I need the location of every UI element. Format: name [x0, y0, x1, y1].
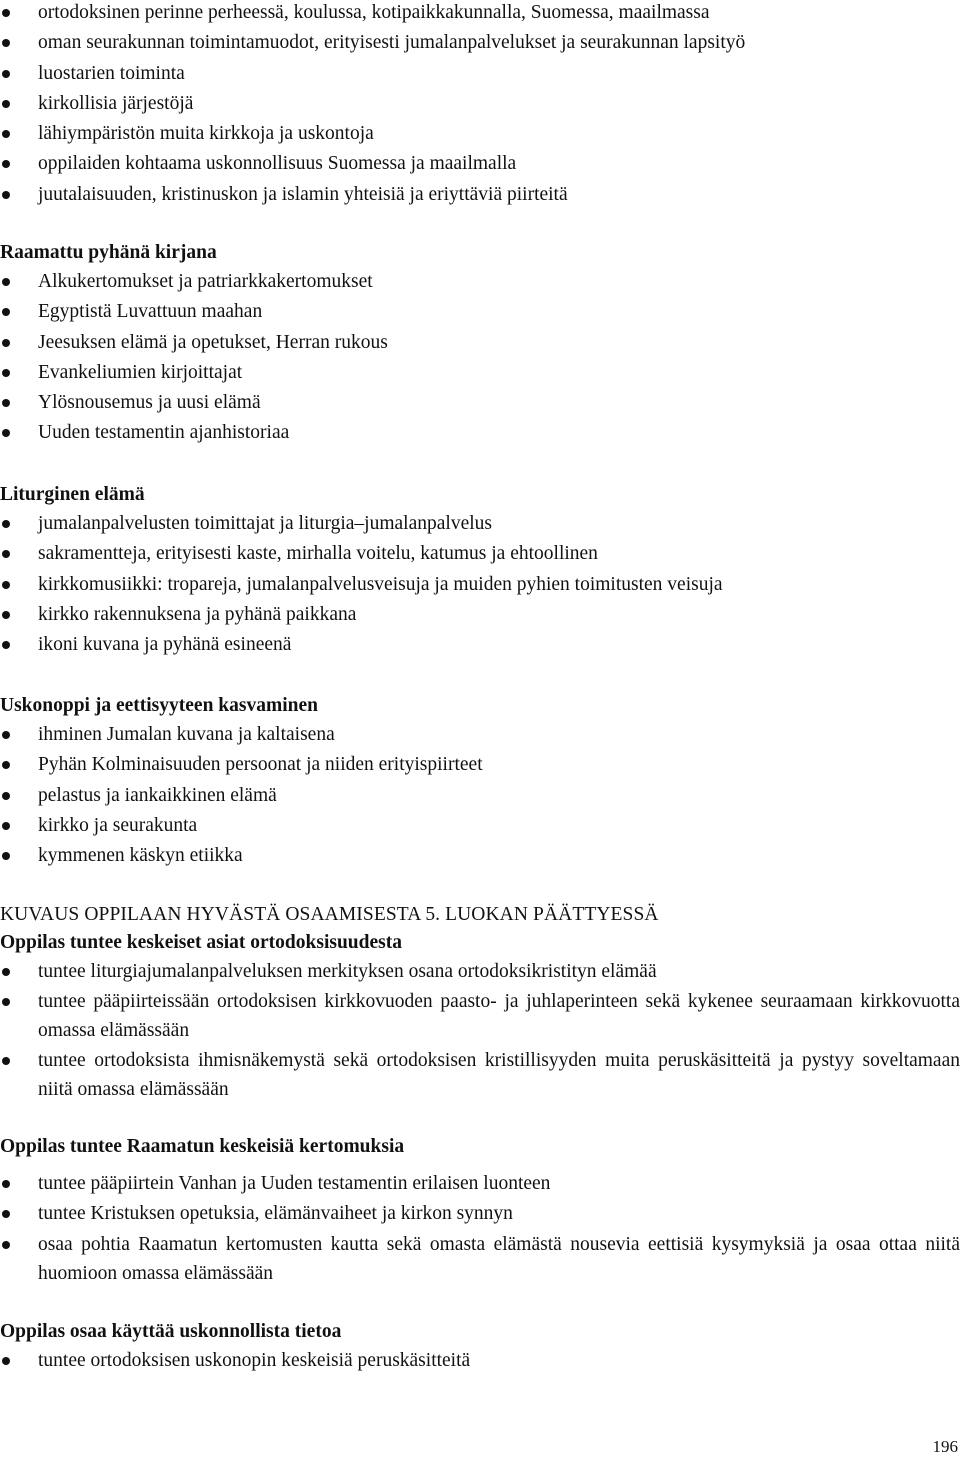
bullet-icon — [2, 1241, 10, 1249]
list-item: lähiympäristön muita kirkkoja ja uskontoja — [0, 119, 960, 149]
bullet-icon — [2, 70, 10, 78]
list-item: tuntee liturgiajumalanpalveluksen merkityksen osana ortodoksikristityn elämää — [0, 957, 960, 987]
liturginen-section — [0, 481, 960, 660]
bullet-icon — [2, 1357, 10, 1365]
liturginen-list — [0, 509, 960, 660]
list-item: jumalanpalvelusten toimittajat ja liturgia–jumalanpalvelus — [0, 509, 960, 539]
list-item: tuntee ortodoksista ihmisnäkemystä sekä ortodoksisen kristillisyyden muita peruskäsitteitä ja pystyy soveltamaan niitä omassa elämässään — [0, 1046, 960, 1105]
bullet-icon — [2, 100, 10, 108]
list-item: kirkkomusiikki: tropareja, jumalanpalvelusveisuja ja muiden pyhien toimitusten veisuja — [0, 570, 960, 600]
list-item: Alkukertomukset ja patriarkkakertomukset — [0, 267, 960, 297]
bullet-icon — [2, 641, 10, 649]
section-heading: Liturginen elämä — [0, 484, 145, 505]
bullet-icon — [2, 550, 10, 558]
tieto-section — [0, 1318, 960, 1376]
list-item: kirkollisia järjestöjä — [0, 89, 960, 119]
list-item: luostarien toiminta — [0, 59, 960, 89]
section-heading: Raamattu pyhänä kirjana — [0, 242, 217, 263]
bullet-icon — [2, 130, 10, 138]
kertomukset-list — [0, 1169, 960, 1289]
list-item: ikoni kuvana ja pyhänä esineenä — [0, 630, 960, 660]
list-item: Pyhän Kolminaisuuden persoonat ja niiden erityispiirteet — [0, 750, 960, 780]
list-item: Egyptistä Luvattuun maahan — [0, 297, 960, 327]
bullet-icon — [2, 968, 10, 976]
list-item: sakramentteja, erityisesti kaste, mirhalla voitelu, katumus ja ehtoollinen — [0, 539, 960, 569]
tieto-list — [0, 1346, 960, 1376]
section-heading: Uskonoppi ja eettisyyteen kasvaminen — [0, 695, 318, 716]
kertomukset-section — [0, 1133, 960, 1289]
list-item: kymmenen käskyn etiikka — [0, 841, 960, 871]
list-item: oppilaiden kohtaama uskonnollisuus Suomessa ja maailmalla — [0, 149, 960, 179]
bullet-icon — [2, 278, 10, 286]
bullet-icon — [2, 191, 10, 199]
bullet-icon — [2, 9, 10, 17]
list-item: ihminen Jumalan kuvana ja kaltaisena — [0, 720, 960, 750]
bullet-icon — [2, 581, 10, 589]
top-list-section — [0, 0, 960, 210]
list-item: Evankeliumien kirjoittajat — [0, 358, 960, 388]
page-number: 196 — [932, 1437, 958, 1456]
list-item: pelastus ja iankaikkinen elämä — [0, 781, 960, 811]
list-item: tuntee Kristuksen opetuksia, elämänvaiheet ja kirkon synnyn — [0, 1199, 960, 1229]
list-item: ortodoksinen perinne perheessä, koulussa, kotipaikkakunnalla, Suomessa, maailmassa — [0, 0, 960, 28]
list-item: tuntee pääpiirteissään ortodoksisen kirkkovuoden paasto- ja juhlaperinteen sekä kykenee seuraamaan kirkkovuotta omassa elämässään — [0, 987, 960, 1046]
list-item: tuntee ortodoksisen uskonopin keskeisiä peruskäsitteitä — [0, 1346, 960, 1376]
list-item: Ylösnousemus ja uusi elämä — [0, 388, 960, 418]
bullet-icon — [2, 998, 10, 1006]
bullet-icon — [2, 1057, 10, 1065]
raamattu-list — [0, 267, 960, 449]
list-item: tuntee pääpiirtein Vanhan ja Uuden testamentin erilaisen luonteen — [0, 1169, 960, 1199]
uskonoppi-list — [0, 720, 960, 871]
raamattu-section — [0, 239, 960, 449]
section-heading: Oppilas tuntee Raamatun keskeisiä kertomuksia — [0, 1136, 405, 1157]
list-item: Uuden testamentin ajanhistoriaa — [0, 418, 960, 448]
bullet-icon — [2, 369, 10, 377]
bullet-icon — [2, 429, 10, 437]
list-item: juutalaisuuden, kristinuskon ja islamin yhteisiä ja eriyttäviä piirteitä — [0, 180, 960, 210]
list-item: Jeesuksen elämä ja opetukset, Herran rukous — [0, 328, 960, 358]
uskonoppi-section — [0, 692, 960, 871]
list-item: osaa pohtia Raamatun kertomusten kautta sekä omasta elämästä nousevia eettisiä kysymyksiä ja osaa ottaa niitä huomioon omassa elämässään — [0, 1230, 960, 1289]
list-item: kirkko ja seurakunta — [0, 811, 960, 841]
section-heading: Oppilas osaa käyttää uskonnollista tietoa — [0, 1321, 342, 1342]
bullet-icon — [2, 761, 10, 769]
list-item: oman seurakunnan toimintamuodot, erityisesti jumalanpalvelukset ja seurakunnan lapsityö — [0, 28, 960, 58]
kuvaus-title: KUVAUS OPPILAAN HYVÄSTÄ OSAAMISESTA 5. LUOKAN PÄÄTTYESSÄ — [0, 904, 659, 925]
ortodoksisuus-list — [0, 957, 960, 1105]
kuvaus-section — [0, 901, 960, 1105]
bullet-icon — [2, 1210, 10, 1218]
bullet-icon — [2, 822, 10, 830]
bullet-icon — [2, 39, 10, 47]
bullet-icon — [2, 399, 10, 407]
bullet-icon — [2, 160, 10, 168]
bullet-icon — [2, 339, 10, 347]
bullet-icon — [2, 611, 10, 619]
bullet-icon — [2, 520, 10, 528]
bullet-icon — [2, 1180, 10, 1188]
bullet-icon — [2, 308, 10, 316]
bullet-icon — [2, 731, 10, 739]
top-list — [0, 0, 960, 210]
bullet-icon — [2, 852, 10, 860]
list-item: kirkko rakennuksena ja pyhänä paikkana — [0, 600, 960, 630]
bullet-icon — [2, 792, 10, 800]
section-heading: Oppilas tuntee keskeiset asiat ortodoksisuudesta — [0, 932, 402, 953]
